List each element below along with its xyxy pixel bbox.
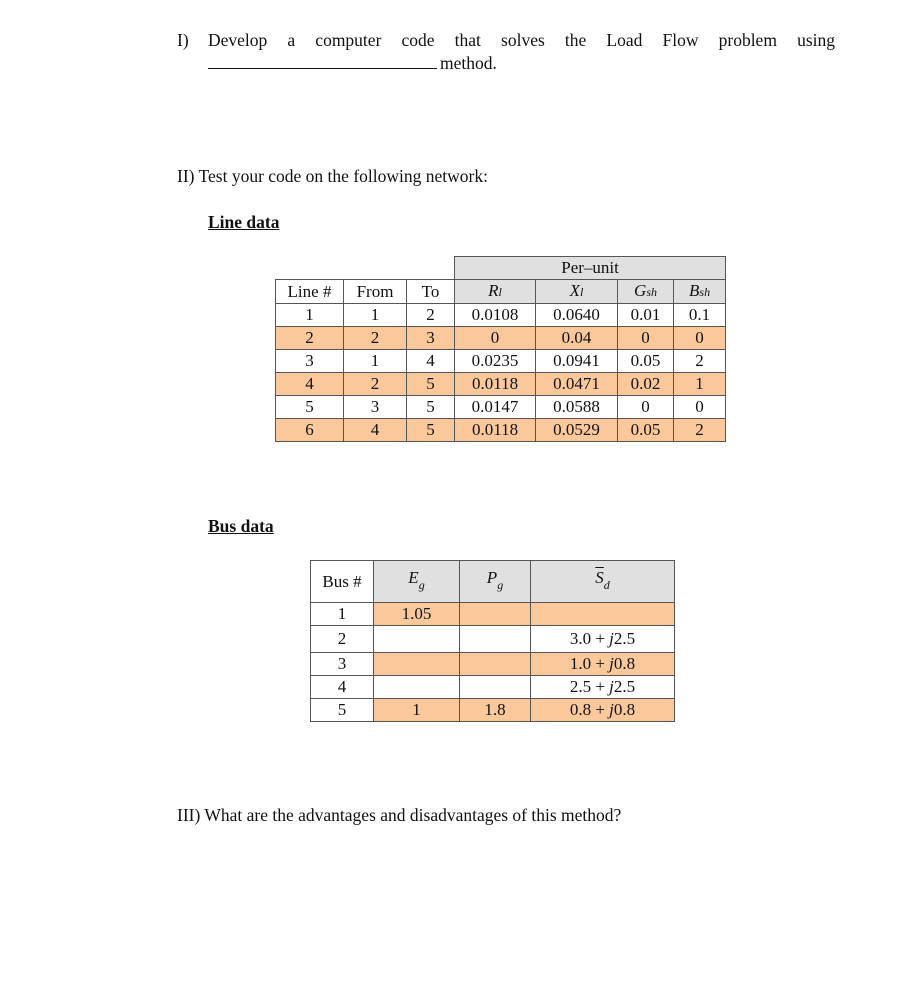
line-table-group-row xyxy=(276,257,726,280)
line-from: 2 xyxy=(344,373,407,396)
bus-eg xyxy=(374,676,460,699)
bus-data-heading: Bus data xyxy=(208,516,274,536)
bus-pg xyxy=(460,626,531,653)
bus-eg xyxy=(374,626,460,653)
line-data-table xyxy=(275,256,726,442)
line-x: 0.0471 xyxy=(536,373,618,396)
table-row xyxy=(311,676,675,699)
bus-eg xyxy=(374,653,460,676)
bus-eg: 1 xyxy=(374,699,460,722)
line-b: 1 xyxy=(674,373,726,396)
col-bus: Bus # xyxy=(311,561,374,603)
bus-sd: 1.0 + j0.8 xyxy=(531,653,675,676)
col-sd: $\overline{S}_d$ xyxy=(531,561,675,603)
per-unit-header: Per–unit xyxy=(455,257,726,280)
col-to: To xyxy=(407,280,455,304)
line-number: 6 xyxy=(276,419,344,442)
line-r: 0.0235 xyxy=(455,350,536,373)
table-row xyxy=(311,626,675,653)
line-g: 0.05 xyxy=(618,419,674,442)
line-r: 0.0108 xyxy=(455,304,536,327)
col-r: Rl xyxy=(455,280,536,304)
col-g: Gsh xyxy=(618,280,674,304)
line-r: 0.0118 xyxy=(455,419,536,442)
col-x: Xl xyxy=(536,280,618,304)
col-pg: $P_g$ xyxy=(460,561,531,603)
bus-sd xyxy=(531,603,675,626)
line-from: 2 xyxy=(344,327,407,350)
line-b: 0 xyxy=(674,396,726,419)
table-row xyxy=(311,653,675,676)
bus-data-table xyxy=(310,560,675,722)
question-1-line2 xyxy=(208,52,497,75)
line-b: 2 xyxy=(674,419,726,442)
table-row xyxy=(276,304,726,327)
line-b: 0 xyxy=(674,327,726,350)
line-x: 0.0588 xyxy=(536,396,618,419)
question-1-line1: Develop a computer code that solves the Load Flow problem using xyxy=(208,30,835,50)
table-row xyxy=(276,419,726,442)
bus-pg xyxy=(460,603,531,626)
line-to: 2 xyxy=(407,304,455,327)
line-r: 0 xyxy=(455,327,536,350)
col-b: Bsh xyxy=(674,280,726,304)
line-table-header-row xyxy=(276,280,726,304)
line-number: 3 xyxy=(276,350,344,373)
table-row xyxy=(276,396,726,419)
line-g: 0 xyxy=(618,396,674,419)
bus-sd: 2.5 + j2.5 xyxy=(531,676,675,699)
bus-number: 1 xyxy=(311,603,374,626)
line-to: 5 xyxy=(407,419,455,442)
bus-eg: 1.05 xyxy=(374,603,460,626)
line-b: 2 xyxy=(674,350,726,373)
line-x: 0.0640 xyxy=(536,304,618,327)
question-3: III) What are the advantages and disadvantages of this method? xyxy=(177,805,622,825)
line-data-heading: Line data xyxy=(208,212,280,232)
question-1-line2-text: method. xyxy=(440,53,497,73)
bus-pg xyxy=(460,653,531,676)
line-to: 5 xyxy=(407,396,455,419)
blank-corner xyxy=(276,257,455,280)
bus-number: 2 xyxy=(311,626,374,653)
bus-sd: 3.0 + j2.5 xyxy=(531,626,675,653)
line-x: 0.0941 xyxy=(536,350,618,373)
line-from: 3 xyxy=(344,396,407,419)
col-eg: $E_g$ xyxy=(374,561,460,603)
bus-table-header-row xyxy=(311,561,675,603)
line-from: 1 xyxy=(344,350,407,373)
line-g: 0.05 xyxy=(618,350,674,373)
col-from: From xyxy=(344,280,407,304)
line-number: 1 xyxy=(276,304,344,327)
bus-number: 3 xyxy=(311,653,374,676)
line-to: 4 xyxy=(407,350,455,373)
line-x: 0.0529 xyxy=(536,419,618,442)
line-from: 4 xyxy=(344,419,407,442)
table-row xyxy=(276,350,726,373)
bus-number: 5 xyxy=(311,699,374,722)
line-number: 4 xyxy=(276,373,344,396)
bus-pg: 1.8 xyxy=(460,699,531,722)
line-r: 0.0147 xyxy=(455,396,536,419)
line-to: 5 xyxy=(407,373,455,396)
line-g: 0 xyxy=(618,327,674,350)
table-row xyxy=(311,699,675,722)
table-row xyxy=(276,327,726,350)
table-row xyxy=(311,603,675,626)
col-line: Line # xyxy=(276,280,344,304)
line-g: 0.01 xyxy=(618,304,674,327)
bus-sd: 0.8 + j0.8 xyxy=(531,699,675,722)
line-from: 1 xyxy=(344,304,407,327)
table-row xyxy=(276,373,726,396)
answer-blank xyxy=(208,52,437,69)
question-2: II) Test your code on the following network: xyxy=(177,166,488,186)
line-number: 5 xyxy=(276,396,344,419)
bus-pg xyxy=(460,676,531,699)
line-number: 2 xyxy=(276,327,344,350)
line-to: 3 xyxy=(407,327,455,350)
line-r: 0.0118 xyxy=(455,373,536,396)
line-x: 0.04 xyxy=(536,327,618,350)
question-1-number: I) xyxy=(177,30,189,50)
bus-number: 4 xyxy=(311,676,374,699)
line-g: 0.02 xyxy=(618,373,674,396)
line-b: 0.1 xyxy=(674,304,726,327)
